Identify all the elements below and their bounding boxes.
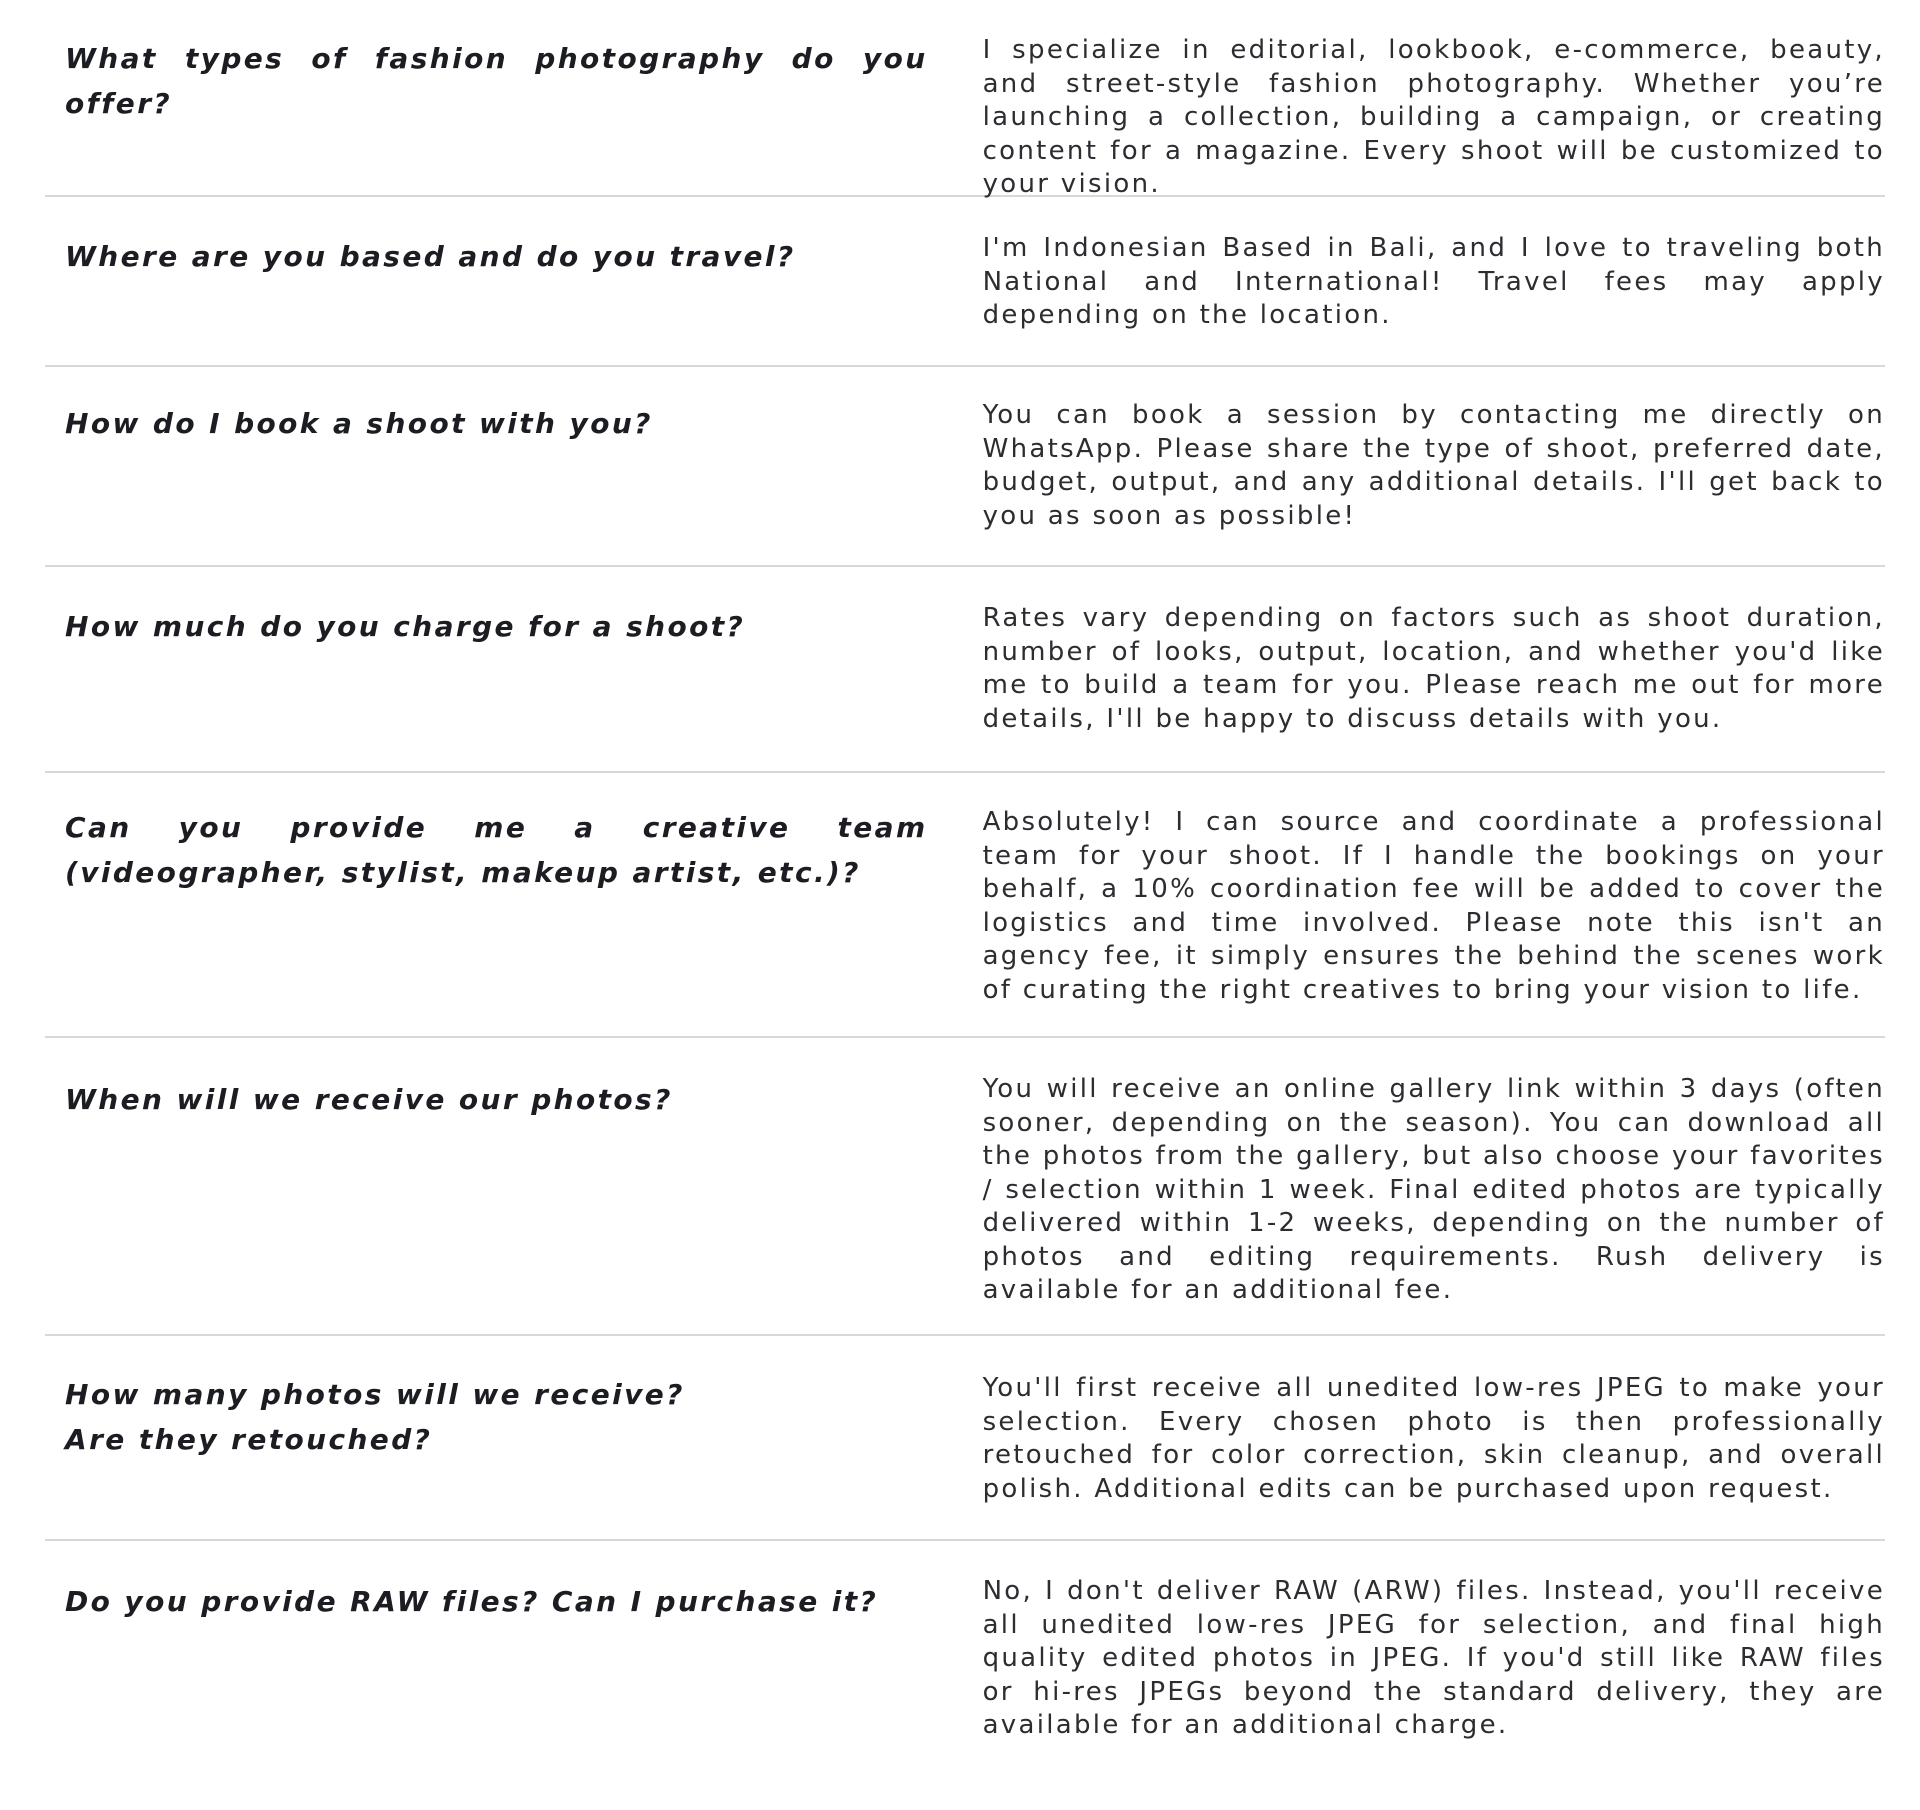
faq-item <box>45 1336 1885 1541</box>
faq-item <box>45 773 1885 1038</box>
faq-question <box>65 36 928 126</box>
faq-item <box>45 1038 1885 1336</box>
faq-question <box>65 1372 928 1462</box>
faq-item <box>45 367 1885 567</box>
faq-question-line: Do you provide RAW files? Can I purchase it? <box>65 1585 879 1618</box>
faq-item <box>45 0 1885 197</box>
faq-answer: You will receive an online gallery link within 3 days (often sooner, depending on the season). You can download all the photos from the gallery, but also choose your favorites / selection within 1 week. Final edited photos are typically delivered within 1-2 weeks, depending on the number of photos and editing requirements. Rush delivery is available for an additional fee. <box>982 1074 1885 1305</box>
faq-question <box>65 401 928 446</box>
faq-answer: You'll first receive all unedited low-res JPEG to make your selection. Every chosen photo is then professionally retouched for color correction, skin cleanup, and overall polish. Additional edits can be purchased upon request. <box>982 1373 1885 1504</box>
faq-question <box>65 805 928 895</box>
faq-answer: No, I don't deliver RAW (ARW) files. Instead, you'll receive all unedited low-res JPEG for selection, and final high quality edited photos in JPEG. If you'd still like RAW files or hi-res JPEGs beyond the standard delivery, they are available for an additional charge. <box>982 1576 1885 1740</box>
faq-question-line: When will we receive our photos? <box>65 1083 673 1116</box>
faq-question-line: (videographer, stylist, makeup artist, etc.)? <box>65 856 861 889</box>
faq-item <box>45 567 1885 773</box>
faq-item <box>45 1541 1885 1751</box>
faq-answer: I specialize in editorial, lookbook, e-commerce, beauty, and street-style fashion photography. Whether you’re launching a collection, building a campaign, or creating content for a magazine. Every shoot will be customized to your vision. <box>982 35 1885 199</box>
faq-question <box>65 1077 928 1122</box>
faq-answer: Rates vary depending on factors such as shoot duration, number of looks, output, location, and whether you'd like me to build a team for you. Please reach me out for more details, I'll be happy to discuss details with you. <box>982 603 1885 734</box>
faq-question-line: Can you provide me a creative team <box>65 811 928 844</box>
faq-item <box>45 197 1885 367</box>
faq-list <box>45 0 1885 1751</box>
faq-question-line: How many photos will we receive? <box>65 1378 685 1411</box>
faq-question-line: What types of fashion photography do you offer? <box>65 42 928 120</box>
faq-question-line: Where are you based and do you travel? <box>65 240 796 273</box>
faq-answer: You can book a session by contacting me directly on WhatsApp. Please share the type of shoot, preferred date, budget, output, and any additional details. I'll get back to you as soon as possible! <box>982 400 1885 531</box>
faq-question <box>65 604 928 649</box>
faq-question <box>65 234 928 279</box>
faq-question-line: How do I book a shoot with you? <box>65 407 653 440</box>
faq-answer: I'm Indonesian Based in Bali, and I love to traveling both National and International! Travel fees may apply depending on the location. <box>982 233 1885 330</box>
faq-answer: Absolutely! I can source and coordinate a professional team for your shoot. If I handle the bookings on your behalf, a 10% coordination fee will be added to cover the logistics and time involved. Please note this isn't an agency fee, it simply ensures the behind the scenes work of curating the right creatives to bring your vision to life. <box>982 807 1885 1005</box>
faq-question-line: Are they retouched? <box>65 1423 433 1456</box>
faq-question-line: How much do you charge for a shoot? <box>65 610 746 643</box>
faq-question <box>65 1579 928 1624</box>
